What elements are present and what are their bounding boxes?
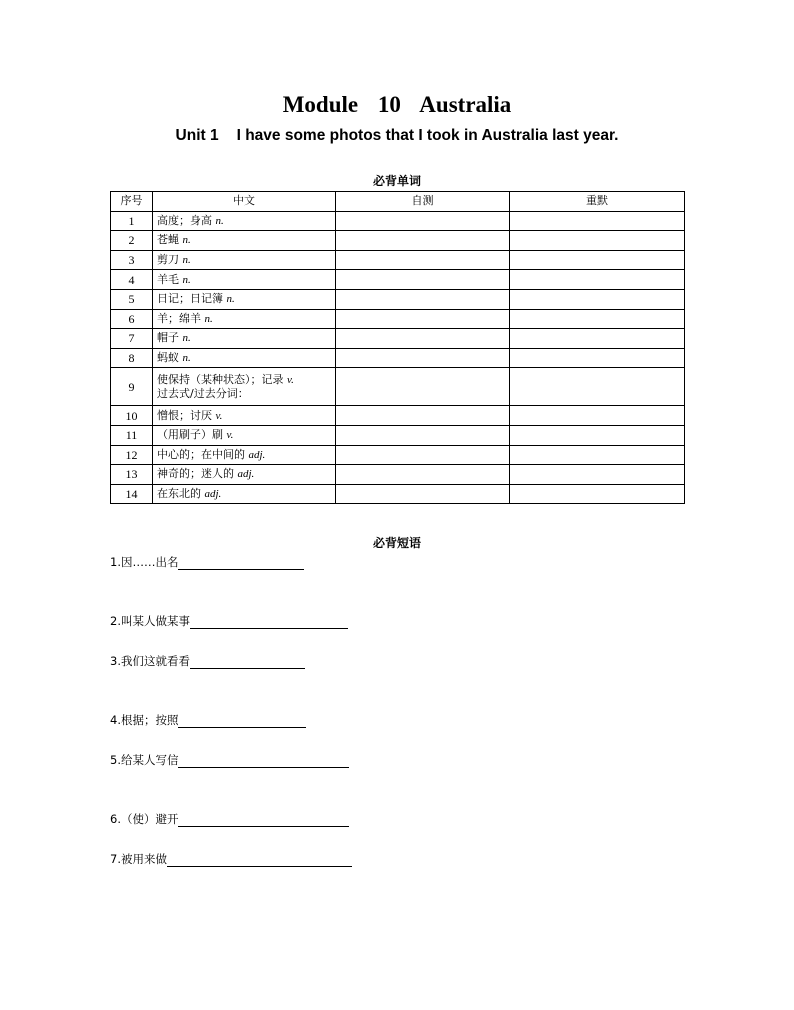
- vocab-heading: 必背单词: [372, 174, 421, 188]
- col-header-rewrite: 重默: [510, 192, 685, 212]
- row-number: 10: [111, 406, 153, 426]
- meaning-text: 在东北的: [157, 487, 201, 501]
- self-test-cell[interactable]: [336, 445, 510, 465]
- self-test-cell[interactable]: [336, 368, 510, 406]
- self-test-cell[interactable]: [336, 348, 510, 368]
- row-number: 4: [111, 270, 153, 290]
- part-of-speech: n.: [182, 332, 191, 345]
- chinese-meaning: [153, 445, 336, 465]
- rewrite-cell[interactable]: [510, 270, 685, 290]
- row-number: 13: [111, 465, 153, 485]
- meaning-text: 高度；身高: [157, 213, 212, 227]
- col-header-chinese: 中文: [153, 192, 336, 212]
- rewrite-cell[interactable]: [510, 445, 685, 465]
- phrase-item: 7.被用来做: [110, 851, 352, 867]
- rewrite-cell[interactable]: [510, 465, 685, 485]
- rewrite-cell[interactable]: [510, 425, 685, 445]
- phrase-item: 3.我们这就看看: [110, 653, 305, 669]
- col-header-number: 序号: [111, 192, 153, 212]
- row-number: 1: [111, 211, 153, 231]
- self-test-cell[interactable]: [336, 329, 510, 349]
- vocab-row: [111, 348, 685, 368]
- part-of-speech: v.: [287, 373, 294, 386]
- meaning-text: 苍蝇: [157, 233, 179, 247]
- answer-blank[interactable]: [190, 615, 348, 629]
- part-of-speech: v.: [215, 409, 223, 422]
- part-of-speech: n.: [226, 293, 235, 306]
- meaning-text: 使保持（某种状态）；记录: [157, 372, 284, 386]
- self-test-cell[interactable]: [336, 211, 510, 231]
- chinese-meaning: [153, 250, 336, 270]
- self-test-cell[interactable]: [336, 425, 510, 445]
- meaning-text: （用刷子）刷: [157, 428, 223, 442]
- chinese-meaning: [153, 484, 336, 504]
- meaning-text: 中心的；在中间的: [157, 447, 245, 461]
- phrase-item: 2.叫某人做某事: [110, 613, 348, 629]
- rewrite-cell[interactable]: [510, 211, 685, 231]
- rewrite-cell[interactable]: [510, 484, 685, 504]
- rewrite-cell[interactable]: [510, 309, 685, 329]
- vocab-row: [111, 250, 685, 270]
- self-test-cell[interactable]: [336, 465, 510, 485]
- row-number: 3: [111, 250, 153, 270]
- part-of-speech: n.: [182, 352, 191, 365]
- row-number: 7: [111, 329, 153, 349]
- vocab-row: [111, 484, 685, 504]
- unit-subtitle: [0, 126, 794, 146]
- rewrite-cell[interactable]: [510, 289, 685, 309]
- vocab-row: [111, 465, 685, 485]
- answer-blank[interactable]: [190, 655, 305, 669]
- rewrite-cell[interactable]: [510, 250, 685, 270]
- meaning-extra: 过去式/过去分词：: [157, 386, 249, 400]
- unit-title: I have some photos that I took in Australia last year.: [236, 127, 619, 144]
- vocab-row: [111, 270, 685, 290]
- unit-number: Unit 1: [175, 127, 219, 144]
- chinese-meaning: [153, 348, 336, 368]
- vocab-row: [111, 211, 685, 231]
- chinese-meaning: [153, 309, 336, 329]
- part-of-speech: n.: [215, 214, 224, 227]
- vocab-table: [110, 191, 685, 504]
- self-test-cell[interactable]: [336, 406, 510, 426]
- row-number: 5: [111, 289, 153, 309]
- rewrite-cell[interactable]: [510, 406, 685, 426]
- phrase-item: 1.因……出名: [110, 554, 304, 570]
- meaning-text: 羊毛: [157, 272, 179, 286]
- meaning-text: 神奇的；迷人的: [157, 467, 234, 481]
- chinese-meaning: [153, 368, 336, 406]
- part-of-speech: n.: [182, 254, 191, 267]
- meaning-text: 羊；绵羊: [157, 311, 201, 325]
- part-of-speech: adj.: [248, 448, 266, 461]
- chinese-meaning: [153, 329, 336, 349]
- self-test-cell[interactable]: [336, 309, 510, 329]
- vocab-row: [111, 289, 685, 309]
- rewrite-cell[interactable]: [510, 348, 685, 368]
- meaning-text: 日记；日记簿: [157, 292, 223, 306]
- row-number: 2: [111, 231, 153, 251]
- part-of-speech: adj.: [204, 488, 222, 501]
- meaning-text: 帽子: [157, 331, 179, 345]
- vocab-row: [111, 425, 685, 445]
- answer-blank[interactable]: [178, 754, 349, 768]
- vocab-row: [111, 309, 685, 329]
- chinese-meaning: [153, 406, 336, 426]
- row-number: 14: [111, 484, 153, 504]
- rewrite-cell[interactable]: [510, 231, 685, 251]
- answer-blank[interactable]: [178, 714, 306, 728]
- module-title: Module 10 Australia: [282, 92, 512, 117]
- answer-blank[interactable]: [178, 813, 349, 827]
- row-number: 9: [111, 368, 153, 406]
- answer-blank[interactable]: [178, 556, 304, 570]
- meaning-text: 憎恨；讨厌: [157, 408, 212, 422]
- meaning-text: 蚂蚁: [157, 351, 179, 365]
- row-number: 6: [111, 309, 153, 329]
- self-test-cell[interactable]: [336, 484, 510, 504]
- chinese-meaning: [153, 425, 336, 445]
- phrase-item: 6.（使）避开: [110, 811, 349, 827]
- chinese-meaning: [153, 211, 336, 231]
- vocab-row: [111, 445, 685, 465]
- self-test-cell[interactable]: [336, 231, 510, 251]
- part-of-speech: n.: [182, 234, 191, 247]
- self-test-cell[interactable]: [336, 270, 510, 290]
- vocab-row: [111, 406, 685, 426]
- phrase-item: 5.给某人写信: [110, 752, 349, 768]
- vocab-header-row: [111, 192, 685, 212]
- meaning-text: 剪刀: [157, 253, 179, 267]
- row-number: 8: [111, 348, 153, 368]
- part-of-speech: n.: [182, 273, 191, 286]
- chinese-meaning: [153, 231, 336, 251]
- vocab-row: [111, 231, 685, 251]
- col-header-self-test: 自测: [336, 192, 510, 212]
- chinese-meaning: [153, 465, 336, 485]
- answer-blank[interactable]: [167, 853, 352, 867]
- self-test-cell[interactable]: [336, 289, 510, 309]
- part-of-speech: adj.: [237, 468, 255, 481]
- row-number: 12: [111, 445, 153, 465]
- part-of-speech: n.: [204, 312, 213, 325]
- phrase-item: 4.根据；按照: [110, 712, 306, 728]
- rewrite-cell[interactable]: [510, 368, 685, 406]
- chinese-meaning: [153, 289, 336, 309]
- phrases-heading: 必背短语: [372, 536, 421, 550]
- part-of-speech: v.: [226, 429, 234, 442]
- row-number: 11: [111, 425, 153, 445]
- vocab-row: [111, 368, 685, 406]
- self-test-cell[interactable]: [336, 250, 510, 270]
- vocab-row: [111, 329, 685, 349]
- rewrite-cell[interactable]: [510, 329, 685, 349]
- chinese-meaning: [153, 270, 336, 290]
